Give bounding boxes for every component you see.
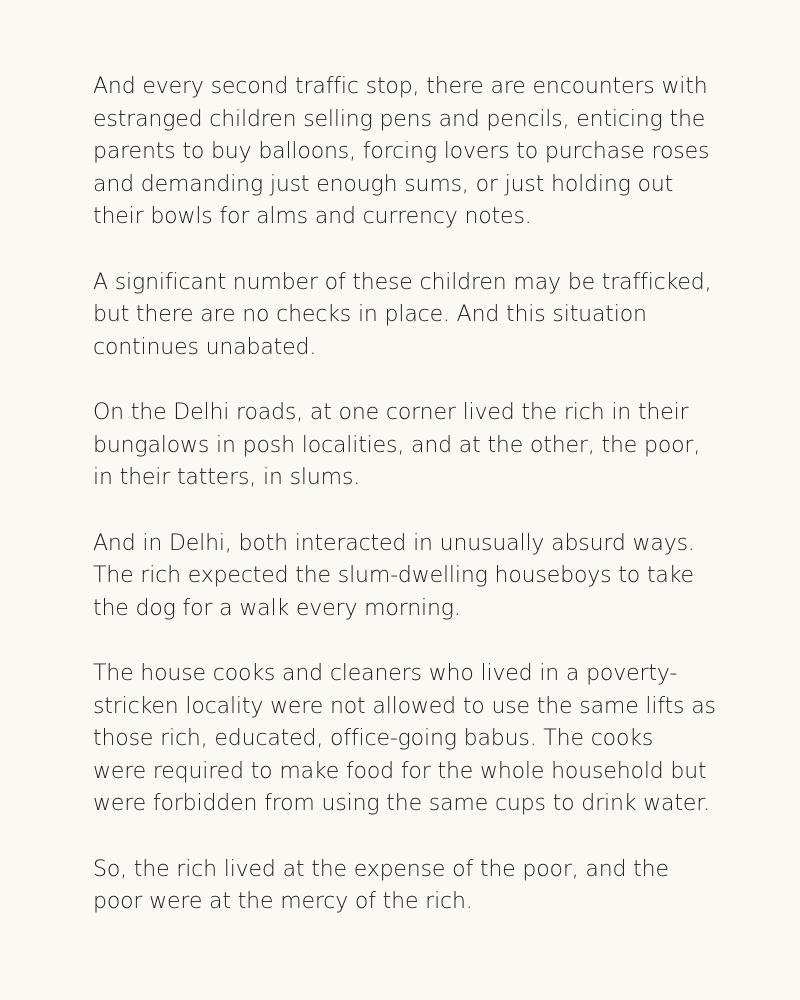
paragraph-rich-and-poor: So, the rich lived at the expense of the poor, and the poor were at the mercy of the rich.: [93, 856, 669, 914]
paragraph-delhi-interactions: And in Delhi, both interacted in unusually absurd ways. The rich expected the slum-dwelling houseboys to take the dog for a walk every morning.: [93, 530, 695, 621]
paragraph-trafficked-children: A significant number of these children may be trafficked, but there are no checks in place. And this situation continues unabated.: [93, 269, 712, 360]
paragraph-traffic-stop-children: And every second traffic stop, there are encounters with estranged children selling pens and pencils, enticing the parents to buy balloons, forcing lovers to purchase roses and demanding just enough sums, or just holding out their bowls for alms and currency notes.: [93, 74, 710, 229]
paragraph-house-cooks: The house cooks and cleaners who lived in a poverty- stricken locality were not allowed to use the same lifts as those rich, educated, office-going babus. The cooks were required to make food for the whole household but were forbidden from using the same cups to drink water.: [93, 661, 716, 816]
paragraph-delhi-roads: On the Delhi roads, at one corner lived the rich in their bungalows in posh localities, and at the other, the poor, in their tatters, in slums.: [93, 400, 701, 490]
